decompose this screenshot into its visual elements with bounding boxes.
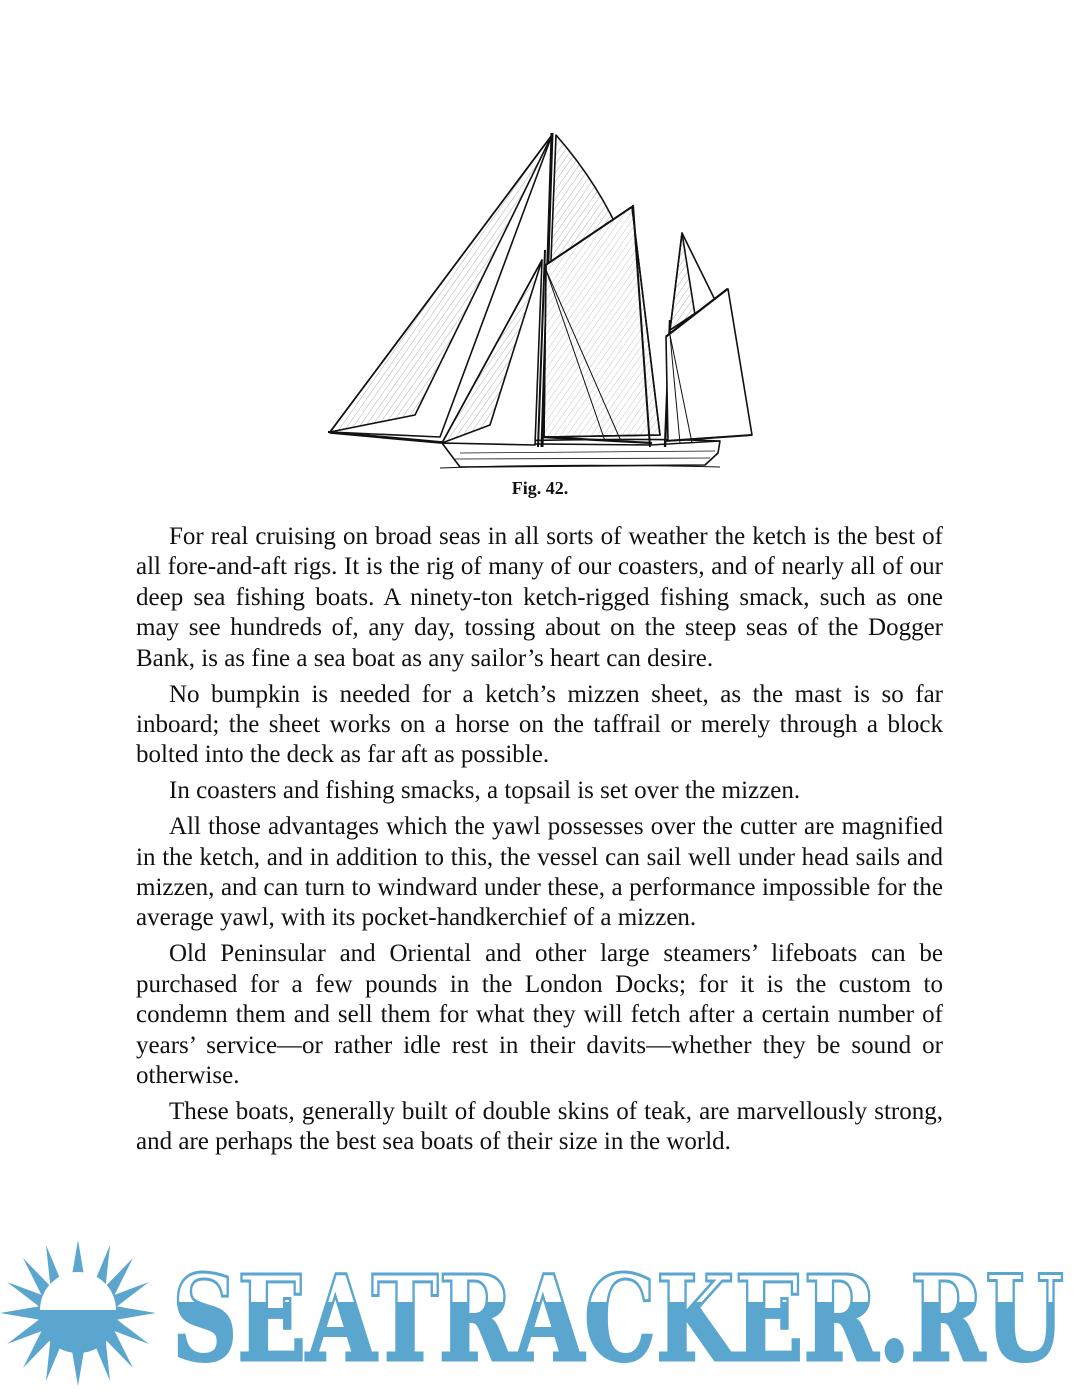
paragraph: No bumpkin is needed for a ketch’s mizzen sheet, as the mast is so far inboard; the sheet works on a horse on the taffrail or merely through a block bolted into the deck as far aft as possible. <box>136 680 943 769</box>
paragraph: Old Peninsular and Oriental and other large steamers’ lifeboats can be purchased for a few pounds in the London Docks; for it is the custom to condemn them and sell them for what they will fetch after a certain number of years’ service—or rather idle rest in their davits—whether they be sound or otherwise. <box>136 940 943 1089</box>
body-text <box>136 522 943 1163</box>
paragraph: For real cruising on broad seas in all sorts of weather the ketch is the best of all fore-and-aft rigs. It is the rig of many of our coasters, and of nearly all of our deep sea fishing boats. A ninety-ton ketch-rigged fishing smack, such as one may see hundreds of, any day, tossing about on the steep seas of the Dogger Bank, is as fine a sea boat as any sailor’s heart can desire. <box>136 523 943 672</box>
watermark-graphic <box>0 1232 1080 1397</box>
watermark-text: SEATRACKER.RU <box>172 1249 1064 1388</box>
ketch-illustration <box>320 125 765 475</box>
paragraph: These boats, generally built of double skins of teak, are marvellously strong, and are perhaps the best sea boats of their size in the world. <box>136 1097 943 1156</box>
paragraph: All those advantages which the yawl possesses over the cutter are magnified in the ketch, and in addition to this, the vessel can sail well under head sails and mizzen, and can turn to windward under these, a performance impossible for the average yawl, with its pocket-handkerchief of a mizzen. <box>136 813 943 932</box>
paragraph: In coasters and fishing smacks, a topsail is set over the mizzen. <box>169 777 801 805</box>
sun-logo-icon <box>0 1240 156 1386</box>
watermark <box>0 1232 1080 1397</box>
figure-caption: Fig. 42. <box>511 478 569 498</box>
ketch-rigged-sailboat-illustration <box>320 125 765 475</box>
